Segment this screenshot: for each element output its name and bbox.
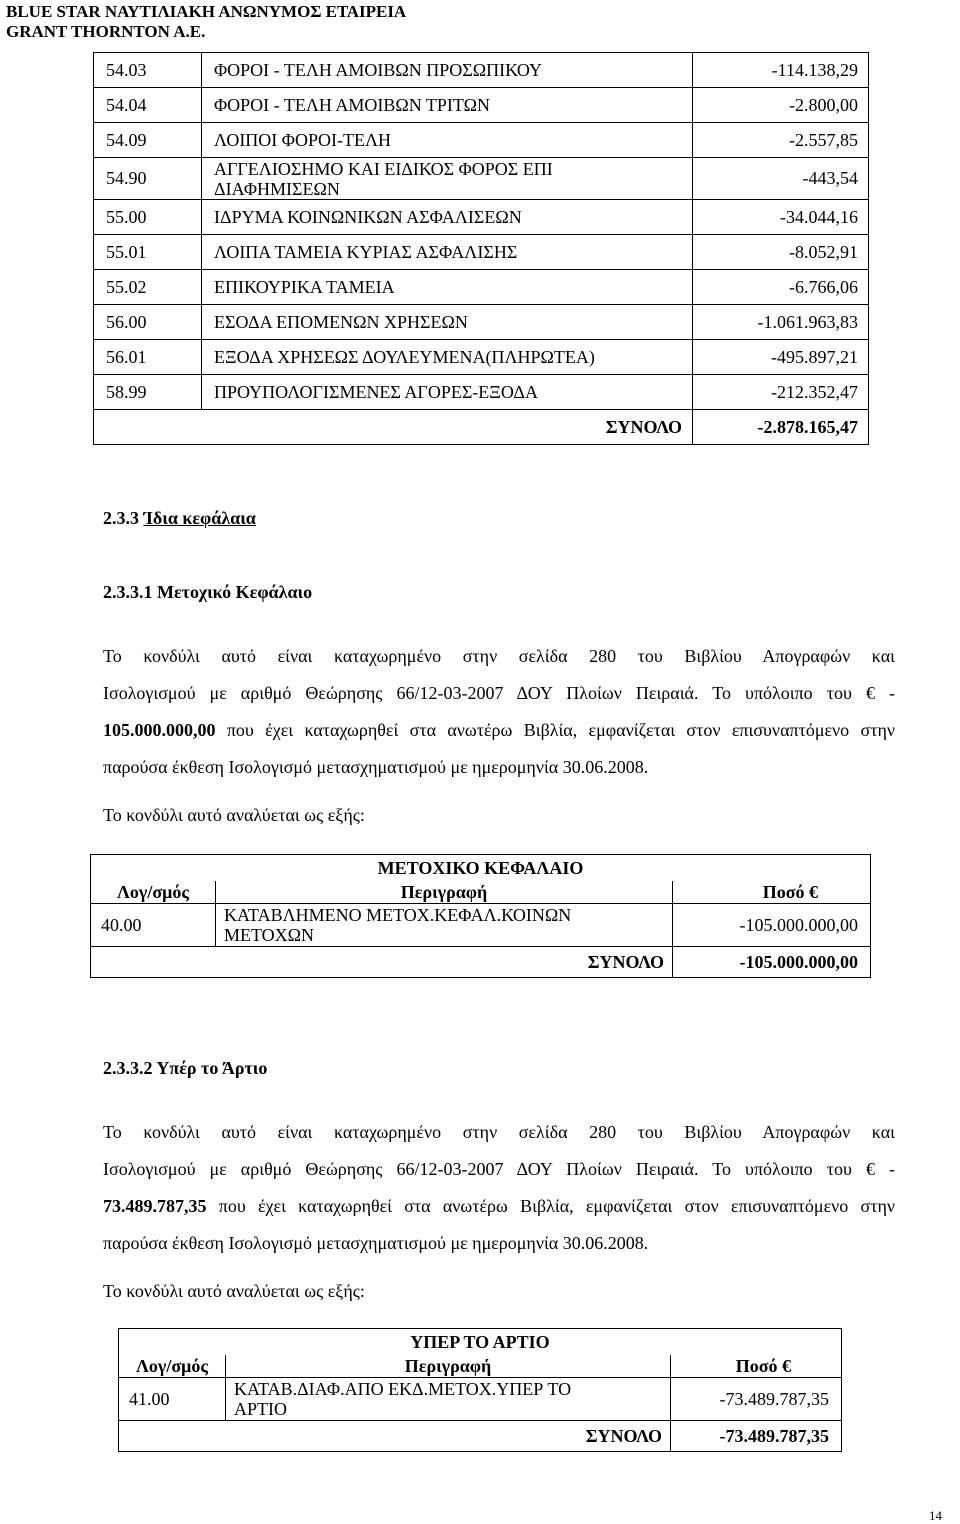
row-description-line: ΜΕΤΟΧΩΝ [224,925,315,945]
row-account: 58.99 [94,375,202,410]
total-label: ΣΥΝΟΛΟ [94,410,693,445]
table-total-row [119,1421,842,1452]
analysis-intro: Το κονδύλι αυτό αναλύεται ως εξής: [103,805,365,825]
paragraph-share-capital [103,638,895,786]
paragraph-text: που έχει καταχωρηθεί στα ανωτέρω Βιβλία, εμφανίζεται στον επισυναπτόμενο στην [206,1196,895,1216]
table-row [94,305,869,340]
row-account: 41.00 [119,1378,226,1421]
col-account: Λογ/σμός [91,881,216,904]
row-account: 54.09 [94,123,202,158]
row-account: 54.90 [94,158,202,200]
paragraph-line: Ισολογισμού με αριθμό Θεώρησης 66/12-03-2007 ΔΟΥ Πλοίων Πειραιά. Το υπόλοιπο του € - [103,683,895,703]
section-heading-2331: 2.3.3.1 Μετοχικό Κεφάλαιο [103,582,313,602]
taxes-table [93,52,869,445]
table-row [94,340,869,375]
row-description [226,1378,671,1421]
paragraph-line: Ισολογισμού με αριθμό Θεώρησης 66/12-03-2007 ΔΟΥ Πλοίων Πειραιά. Το υπόλοιπο του € - [103,1159,895,1179]
total-amount: -105.000.000,00 [673,947,871,978]
row-description: ΦΟΡΟΙ - ΤΕΛΗ ΑΜΟΙΒΩΝ ΠΡΟΣΩΠΙΚΟΥ [202,53,693,88]
row-description-line: ΚΑΤΑΒΛΗΜΕΝΟ ΜΕΤΟΧ.ΚΕΦΑΛ.ΚΟΙΝΩΝ [224,905,572,925]
row-amount: -2.557,85 [693,123,869,158]
col-description: Περιγραφή [226,1355,671,1378]
row-amount: -495.897,21 [693,340,869,375]
share-capital-table [90,854,871,978]
row-amount: -34.044,16 [693,200,869,235]
row-description-line: ΑΓΓΕΛΙΟΣΗΜΟ ΚΑΙ ΕΙΔΙΚΟΣ ΦΟΡΟΣ ΕΠΙ [214,158,553,179]
row-account: 54.04 [94,88,202,123]
table-row [91,904,871,947]
row-amount: -6.766,06 [693,270,869,305]
share-premium-table [118,1328,842,1452]
row-account: 55.01 [94,235,202,270]
section-heading-2332: 2.3.3.2 Υπέρ το Άρτιο [103,1058,268,1078]
table-row [94,53,869,88]
row-description: ΛΟΙΠΟΙ ΦΟΡΟΙ-ΤΕΛΗ [202,123,693,158]
row-account: 40.00 [91,904,216,947]
col-amount: Ποσό € [673,881,871,904]
row-description: ΕΞΟΔΑ ΧΡΗΣΕΩΣ ΔΟΥΛΕΥΜΕΝΑ(ΠΛΗΡΩΤΕΑ) [202,340,693,375]
table-row [94,375,869,410]
row-description: ΦΟΡΟΙ - ΤΕΛΗ ΑΜΟΙΒΩΝ ΤΡΙΤΩΝ [202,88,693,123]
row-description: ΙΔΡΥΜΑ ΚΟΙΝΩΝΙΚΩΝ ΑΣΦΑΛΙΣΕΩΝ [202,200,693,235]
col-account: Λογ/σμός [119,1355,226,1378]
row-description: ΕΠΙΚΟΥΡΙΚΑ ΤΑΜΕΙΑ [202,270,693,305]
row-description [202,158,693,200]
row-amount: -105.000.000,00 [673,904,871,947]
row-description: ΕΣΟΔΑ ΕΠΟΜΕΝΩΝ ΧΡΗΣΕΩΝ [202,305,693,340]
table-row [94,200,869,235]
total-label: ΣΥΝΟΛΟ [119,1421,671,1452]
col-description: Περιγραφή [216,881,673,904]
table-row [119,1378,842,1421]
table-title: ΥΠΕΡ ΤΟ ΑΡΤΙΟ [119,1329,842,1356]
row-account: 55.02 [94,270,202,305]
paragraph-line [103,712,895,749]
page-number: 14 [929,1508,942,1523]
paragraph-line: Το κονδύλι αυτό είναι καταχωρημένο στην σελίδα 280 του Βιβλίου Απογραφών και [103,1122,895,1142]
company-name: BLUE STAR ΝΑΥΤΙΛΙΑΚΗ ΑΝΩΝΥΜΟΣ ΕΤΑΙΡΕΙΑ [6,2,407,21]
total-label: ΣΥΝΟΛΟ [91,947,673,978]
row-amount: -8.052,91 [693,235,869,270]
row-account: 54.03 [94,53,202,88]
paragraph-line: παρούσα έκθεση Ισολογισμό μετασχηματισμού με ημερομηνία 30.06.2008. [103,757,649,777]
table-row [94,270,869,305]
paragraph-line [103,1188,895,1225]
total-amount: -73.489.787,35 [671,1421,842,1452]
section-title: Ίδια κεφάλαια [143,508,256,528]
table-row [94,88,869,123]
paragraph-line: Το κονδύλι αυτό είναι καταχωρημένο στην σελίδα 280 του Βιβλίου Απογραφών και [103,646,895,666]
section-heading-233 [103,508,256,529]
paragraph-share-premium [103,1114,895,1262]
row-account: 55.00 [94,200,202,235]
row-description: ΠΡΟΥΠΟΛΟΓΙΣΜΕΝΕΣ ΑΓΟΡΕΣ-ΕΞΟΔΑ [202,375,693,410]
balance-amount: 105.000.000,00 [103,720,216,740]
row-amount: -73.489.787,35 [671,1378,842,1421]
row-description: ΛΟΙΠΑ ΤΑΜΕΙΑ ΚΥΡΙΑΣ ΑΣΦΑΛΙΣΗΣ [202,235,693,270]
paragraph-text: που έχει καταχωρηθεί στα ανωτέρω Βιβλία, εμφανίζεται στον επισυναπτόμενο στην [215,720,895,740]
section-number: 2.3.3 [103,508,139,528]
row-account: 56.00 [94,305,202,340]
paragraph-line: παρούσα έκθεση Ισολογισμό μετασχηματισμού με ημερομηνία 30.06.2008. [103,1233,649,1253]
row-amount: -1.061.963,83 [693,305,869,340]
table-total-row [91,947,871,978]
analysis-intro: Το κονδύλι αυτό αναλύεται ως εξής: [103,1281,365,1301]
row-amount: -2.800,00 [693,88,869,123]
row-description [216,904,673,947]
col-amount: Ποσό € [671,1355,842,1378]
table-row [94,158,869,200]
table-row [94,235,869,270]
total-amount: -2.878.165,47 [693,410,869,445]
table-total-row [94,410,869,445]
row-amount: -114.138,29 [693,53,869,88]
table-row [94,123,869,158]
row-amount: -443,54 [693,158,869,200]
auditor-name: GRANT THORNTON A.E. [6,22,206,41]
row-description-line: ΑΡΤΙΟ [234,1399,287,1419]
row-description-line: ΚΑΤΑΒ.ΔΙΑΦ.ΑΠΟ ΕΚΔ.ΜΕΤΟΧ.ΥΠΕΡ ΤΟ [234,1379,572,1399]
row-account: 56.01 [94,340,202,375]
balance-amount: 73.489.787,35 [103,1196,207,1216]
table-title: ΜΕΤΟΧΙΚΟ ΚΕΦΑΛΑΙΟ [91,855,871,882]
row-amount: -212.352,47 [693,375,869,410]
row-description-line: ΔΙΑΦΗΜΙΣΕΩΝ [214,178,340,199]
